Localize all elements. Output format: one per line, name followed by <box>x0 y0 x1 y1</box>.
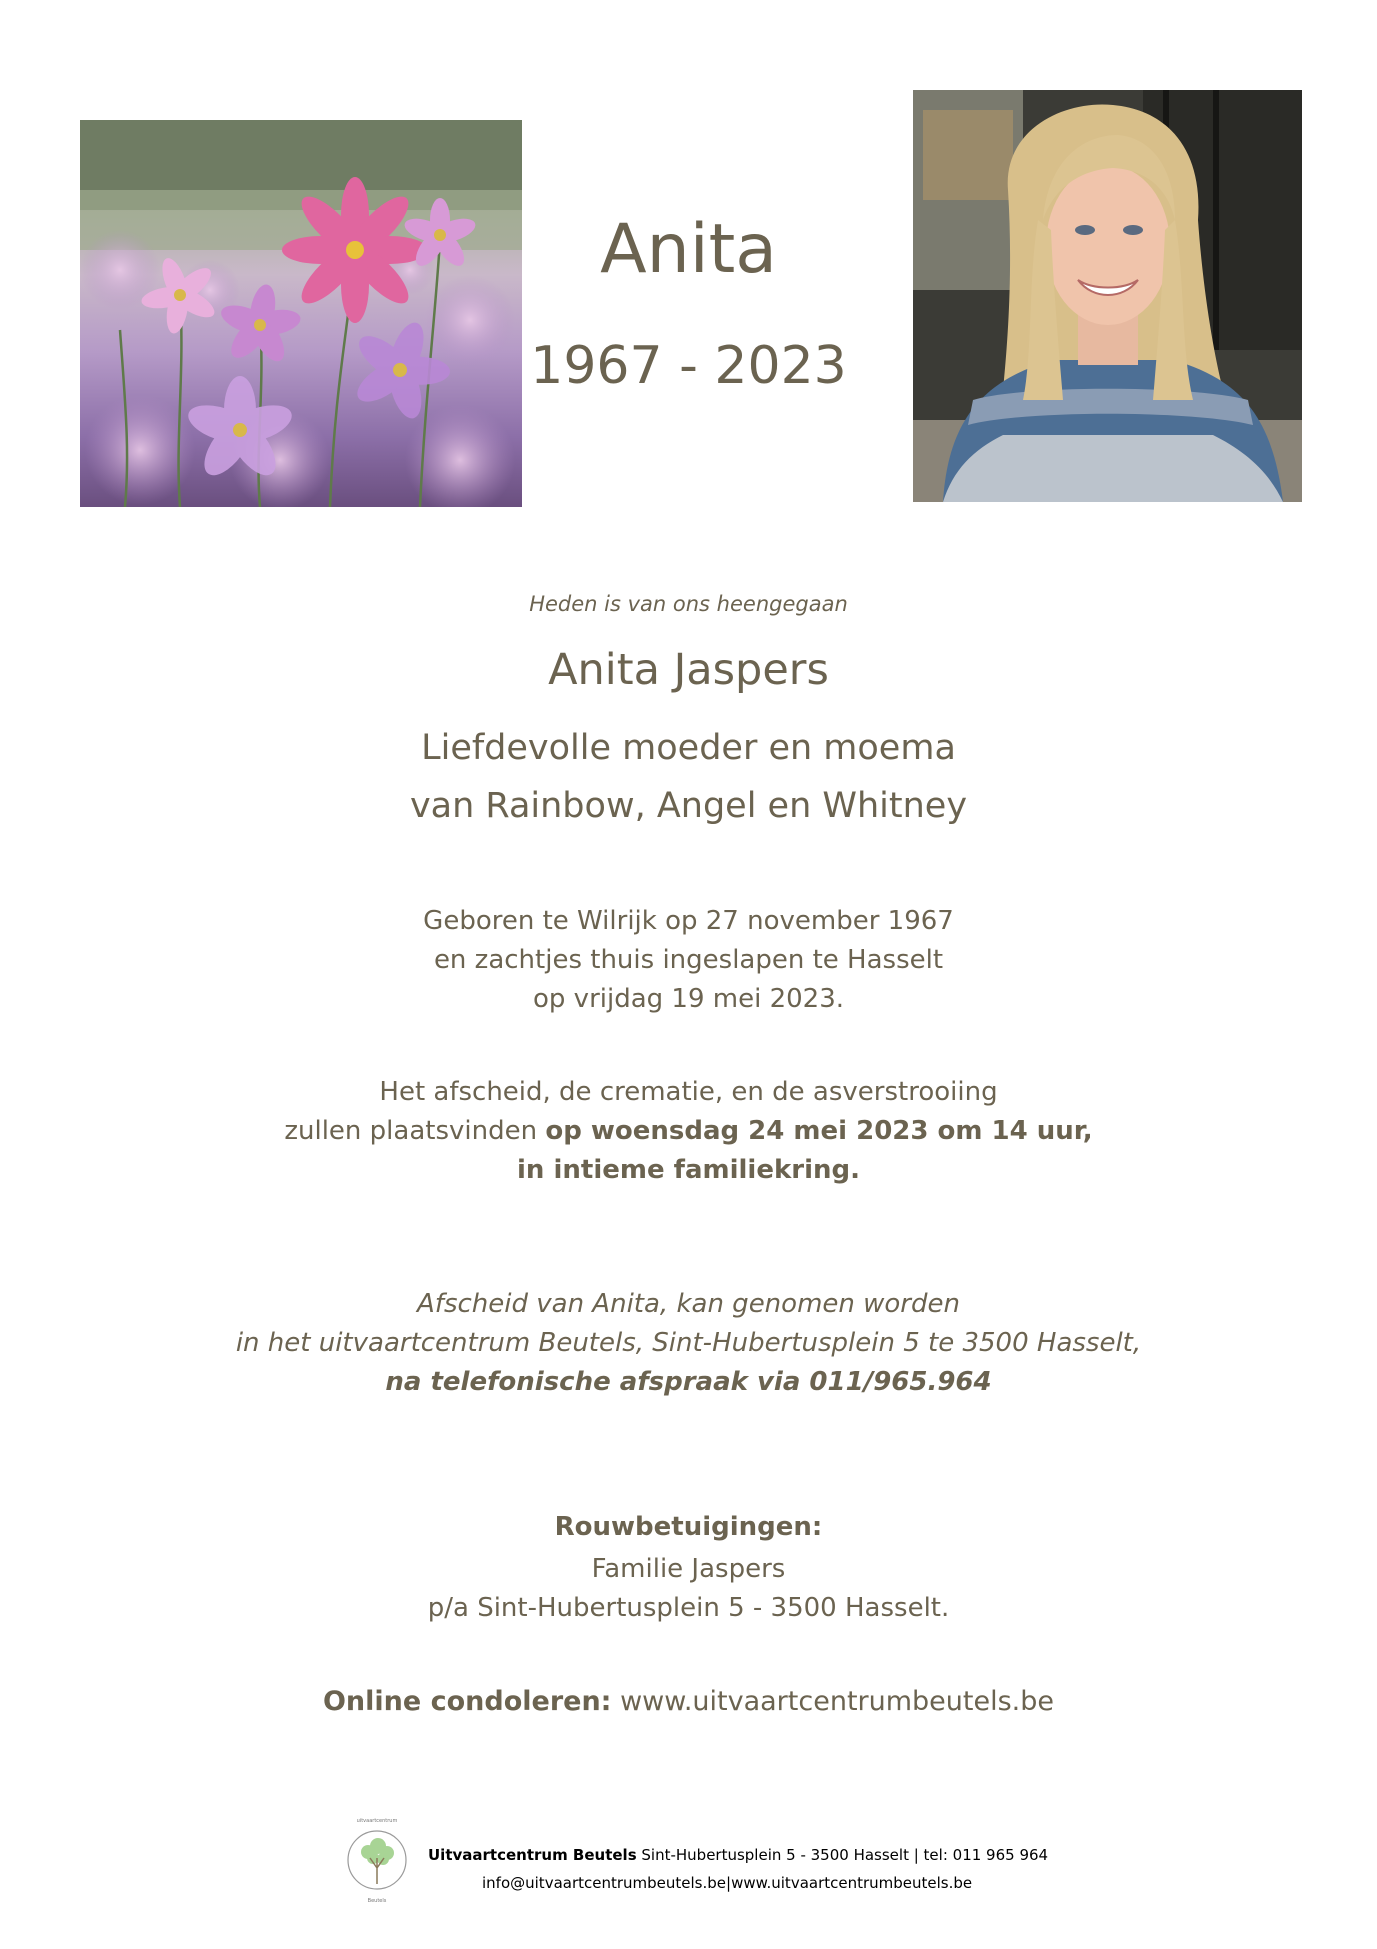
ceremony-line-2 <box>0 1112 1377 1151</box>
condolences-title: Rouwbetuigingen: <box>554 1512 823 1542</box>
online-condolences <box>0 1686 1377 1717</box>
funeral-home-logo <box>346 1812 408 1904</box>
ceremony-line-2-plain: zullen plaatsvinden <box>284 1116 546 1146</box>
portrait-photo <box>913 90 1302 502</box>
condolences-recipient: Familie Jaspers <box>591 1554 786 1584</box>
footer-contact-line[interactable]: info@uitvaartcentrumbeutels.be|www.uitvaartcentrumbeutels.be <box>482 1874 973 1892</box>
online-condolences-link[interactable]: www.uitvaartcentrumbeutels.be <box>620 1686 1055 1717</box>
farewell-line-1: Afscheid van Anita, kan genomen worden <box>417 1289 960 1319</box>
header-years: 1967 - 2023 <box>530 336 847 396</box>
ceremony-paragraph <box>0 1073 1377 1190</box>
online-condolences-label: Online condoleren: <box>322 1686 612 1717</box>
logo-text-bottom: Beutels <box>367 1898 387 1904</box>
condolences-address <box>0 1550 1377 1628</box>
farewell-paragraph <box>0 1285 1377 1402</box>
death-line: en zachtjes thuis ingeslapen te Hasselt <box>433 945 944 975</box>
tree-logo-icon <box>346 1812 408 1904</box>
flower-field-photo <box>80 120 522 507</box>
footer-address: Sint-Hubertusplein 5 - 3500 Hasselt | tel: 011 965 964 <box>636 1846 1049 1864</box>
logo-text-top: uitvaartcentrum <box>356 1818 398 1824</box>
portrait-illustration <box>913 90 1302 502</box>
ceremony-date-time: op woensdag 24 mei 2023 om 14 uur, <box>545 1116 1093 1146</box>
farewell-line-2: in het uitvaartcentrum Beutels, Sint-Hubertusplein 5 te 3500 Hasselt, <box>235 1328 1142 1358</box>
ceremony-line-1: Het afscheid, de crematie, en de asverstrooiing <box>379 1077 998 1107</box>
announcement-intro: Heden is van ons heengegaan <box>529 592 848 616</box>
birth-line: Geboren te Wilrijk op 27 november 1967 <box>423 906 954 936</box>
footer-company-name: Uitvaartcentrum Beutels <box>428 1846 637 1864</box>
deceased-full-name: Anita Jaspers <box>548 645 829 695</box>
flower-field-illustration <box>80 120 522 507</box>
description-line-2: van Rainbow, Angel en Whitney <box>409 786 968 826</box>
death-date-line: op vrijdag 19 mei 2023. <box>533 984 844 1014</box>
header-first-name: Anita <box>600 210 777 289</box>
description-line-1: Liefdevolle moeder en moema <box>421 728 956 768</box>
birth-death-paragraph <box>0 902 1377 1019</box>
farewell-phone-line: na telefonische afspraak via 011/965.964 <box>385 1367 992 1397</box>
condolences-street: p/a Sint-Hubertusplein 5 - 3500 Hasselt. <box>427 1593 950 1623</box>
footer-address-line <box>428 1846 1048 1864</box>
ceremony-line-3: in intieme familiekring. <box>517 1155 860 1185</box>
